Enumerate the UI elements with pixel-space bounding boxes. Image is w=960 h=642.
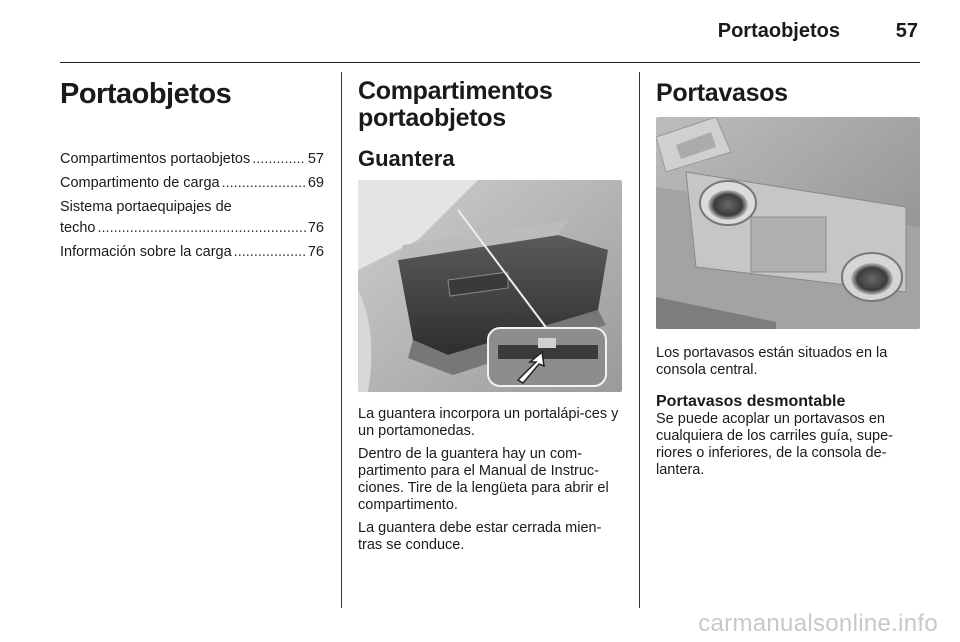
cupholder-illustration: [656, 117, 920, 329]
column-glovebox: [358, 72, 622, 560]
toc-label-line1: Sistema portaequipajes de: [60, 199, 232, 215]
toc-label: Compartimento de carga: [60, 175, 220, 191]
chapter-title: Portaobjetos: [60, 78, 232, 110]
watermark: carmanualsonline.info: [698, 610, 938, 637]
glovebox-paragraph: Dentro de la guantera hay un com-partimento para el Manual de Instruc-ciones. Tire de la lengüeta para abrir el compartimento.: [358, 446, 609, 513]
toc-entry-line2: [60, 218, 324, 239]
toc-entry[interactable]: [60, 197, 324, 239]
section-title: Portavasos: [656, 79, 788, 107]
toc-page: 76: [307, 220, 324, 236]
cupholder-paragraph: Se puede acoplar un portavasos en cualquiera de los carriles guía, supe-riores o inferiores, de la consola de-lantera.: [656, 411, 893, 478]
toc-leader: [97, 218, 305, 239]
section-title: [358, 78, 622, 132]
glovebox-paragraph: La guantera incorpora un portalápi-ces y un portamonedas.: [358, 406, 619, 439]
cupholder-paragraph: Los portavasos están situados en la consola central.: [656, 345, 888, 378]
header-title: Portaobjetos: [717, 20, 840, 42]
toc-label: Información sobre la carga: [60, 244, 232, 260]
glovebox-paragraph: La guantera debe estar cerrada mien-tras se conduce.: [358, 520, 602, 553]
toc-leader: [252, 149, 306, 170]
toc-page: 69: [307, 175, 324, 191]
toc-leader: [234, 242, 306, 263]
column-toc: [60, 72, 324, 266]
toc-page: 76: [307, 244, 324, 260]
section-title-line1: Compartimentos: [358, 77, 553, 105]
toc-page: 57: [307, 151, 324, 167]
table-of-contents: [60, 149, 324, 263]
column-divider: [639, 72, 640, 608]
toc-label: Compartimentos portaobjetos: [60, 151, 251, 167]
subsection-title: Guantera: [358, 146, 455, 171]
toc-label: techo: [60, 220, 96, 236]
page-header: [60, 0, 920, 63]
toc-entry[interactable]: [60, 173, 324, 194]
toc-leader: [222, 173, 306, 194]
column-divider: [341, 72, 342, 608]
glovebox-illustration: [358, 180, 622, 392]
toc-entry[interactable]: [60, 149, 324, 170]
subsection-title: Portavasos desmontable: [656, 393, 846, 410]
column-cupholders: [656, 72, 920, 485]
page-number: 57: [895, 20, 918, 42]
toc-entry[interactable]: [60, 242, 324, 263]
section-title-line2: portaobjetos: [358, 104, 506, 132]
